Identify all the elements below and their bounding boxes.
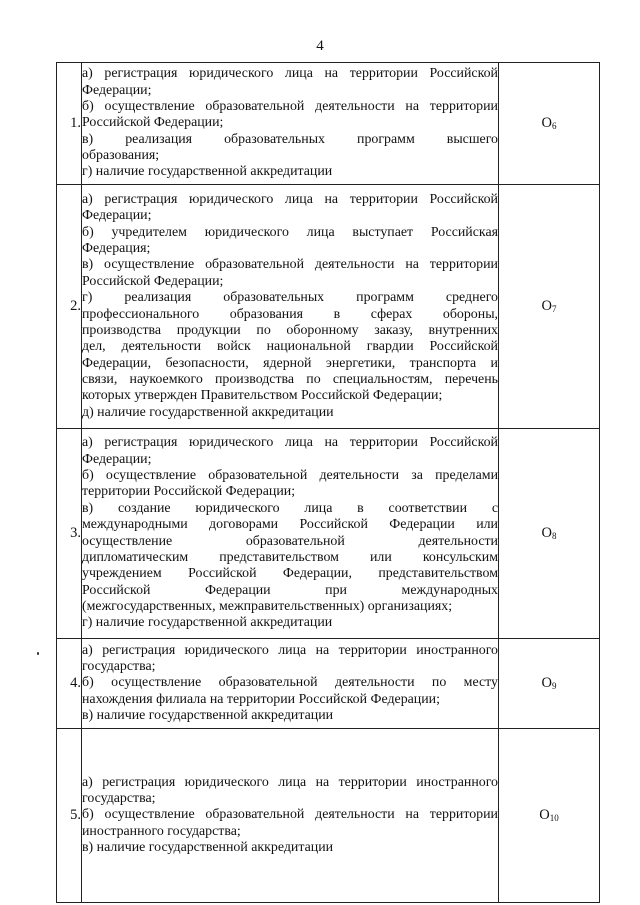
- category-code: [499, 729, 600, 903]
- category-code-letter: O: [541, 525, 552, 541]
- criteria-line: в) осуществление образовательной деятельности на территории: [82, 257, 498, 273]
- category-code-index: 9: [551, 681, 557, 691]
- criteria-line: Федерации;: [82, 82, 152, 98]
- criteria-cell: [82, 429, 499, 639]
- criteria-line: в) наличие государственной аккредитации: [82, 708, 334, 724]
- category-code-index: 10: [549, 813, 559, 823]
- criteria-line: международными договорами Российской Федерации или: [82, 517, 498, 533]
- criteria-line: в) наличие государственной аккредитации: [82, 840, 334, 856]
- criteria-line: Российской Федерации при международных: [82, 582, 498, 598]
- criteria-line: г) наличие государственной аккредитации: [82, 164, 333, 180]
- criteria-cell: [82, 639, 499, 729]
- criteria-line: образования;: [82, 148, 160, 164]
- criteria-line: б) осуществление образовательной деятельности по месту: [82, 675, 498, 691]
- category-code-letter: O: [541, 675, 552, 691]
- criteria-line: а) регистрация юридического лица на территории Российской: [82, 66, 498, 82]
- criteria-line: г) наличие государственной аккредитации: [82, 615, 333, 631]
- criteria-line: территории Российской Федерации;: [82, 484, 296, 500]
- scan-speck: [37, 652, 39, 655]
- criteria-line: б) учредителем юридического лица выступает Российская: [82, 224, 498, 240]
- criteria-line: а) регистрация юридического лица на территории Российской: [82, 435, 498, 451]
- criteria-line: Федерации, безопасности, ядерной энергетики, транспорта и: [82, 355, 498, 371]
- table-row: [57, 63, 600, 185]
- criteria-line: профессионального образования в сферах обороны,: [82, 306, 498, 322]
- criteria-line: осуществление образовательной деятельности: [82, 533, 498, 549]
- criteria-line: г) реализация образовательных программ среднего: [82, 290, 498, 306]
- criteria-line: учреждением Российской Федерации, представительством: [82, 566, 498, 582]
- category-code-index: 8: [551, 531, 557, 541]
- category-code: [499, 429, 600, 639]
- criteria-line: в) реализация образовательных программ высшего: [82, 131, 498, 147]
- criteria-cell: [82, 185, 499, 429]
- criteria-line: в) создание юридического лица в соответствии с: [82, 500, 498, 516]
- row-number: 4.: [57, 639, 82, 729]
- criteria-line: Российской Федерации;: [82, 273, 224, 289]
- criteria-line: а) регистрация юридического лица на территории Российской: [82, 191, 498, 207]
- category-code-index: 6: [551, 121, 557, 131]
- criteria-line: нахождения филиала на территории Российской Федерации;: [82, 691, 440, 707]
- table-row: [57, 729, 600, 903]
- criteria-line: иностранного государства;: [82, 823, 241, 839]
- criteria-line: Федерации;: [82, 208, 152, 224]
- page-number: 4: [316, 38, 324, 54]
- criteria-table: [56, 62, 600, 903]
- row-number: 5.: [57, 729, 82, 903]
- criteria-line: производства продукции по оборонному заказу, внутренних: [82, 322, 498, 338]
- criteria-line: б) осуществление образовательной деятельности за пределами: [82, 467, 498, 483]
- category-code: [499, 639, 600, 729]
- criteria-table-body: [57, 63, 600, 903]
- category-code-letter: O: [539, 807, 550, 823]
- criteria-line: государства;: [82, 658, 156, 674]
- row-number: 2.: [57, 185, 82, 429]
- criteria-line: б) осуществление образовательной деятельности на территории: [82, 98, 498, 114]
- criteria-line: а) регистрация юридического лица на территории иностранного: [82, 774, 498, 790]
- table-row: [57, 639, 600, 729]
- criteria-line: Российской Федерации;: [82, 115, 224, 131]
- criteria-line: дел, деятельности войск национальной гвардии Российской: [82, 339, 498, 355]
- category-code-letter: O: [541, 298, 552, 314]
- table-row: [57, 185, 600, 429]
- criteria-line: которых утвержден Правительством Российской Федерации;: [82, 388, 443, 404]
- criteria-cell: [82, 729, 499, 903]
- criteria-line: Федерации;: [82, 451, 152, 467]
- criteria-cell: [82, 63, 499, 185]
- table-row: [57, 429, 600, 639]
- category-code: [499, 185, 600, 429]
- criteria-line: д) наличие государственной аккредитации: [82, 404, 334, 420]
- criteria-line: б) осуществление образовательной деятельности на территории: [82, 807, 498, 823]
- criteria-line: государства;: [82, 790, 156, 806]
- criteria-line: (межгосударственных, межправительственных) организациях;: [82, 599, 453, 615]
- criteria-line: дипломатическим представительством или консульским: [82, 549, 498, 565]
- category-code: [499, 63, 600, 185]
- criteria-line: связи, наукоемкого производства по специальностям, перечень: [82, 372, 498, 388]
- row-number: 1.: [57, 63, 82, 185]
- category-code-letter: O: [541, 115, 552, 131]
- category-code-index: 7: [551, 304, 557, 314]
- criteria-line: Федерация;: [82, 240, 151, 256]
- row-number: 3.: [57, 429, 82, 639]
- criteria-line: а) регистрация юридического лица на территории иностранного: [82, 642, 498, 658]
